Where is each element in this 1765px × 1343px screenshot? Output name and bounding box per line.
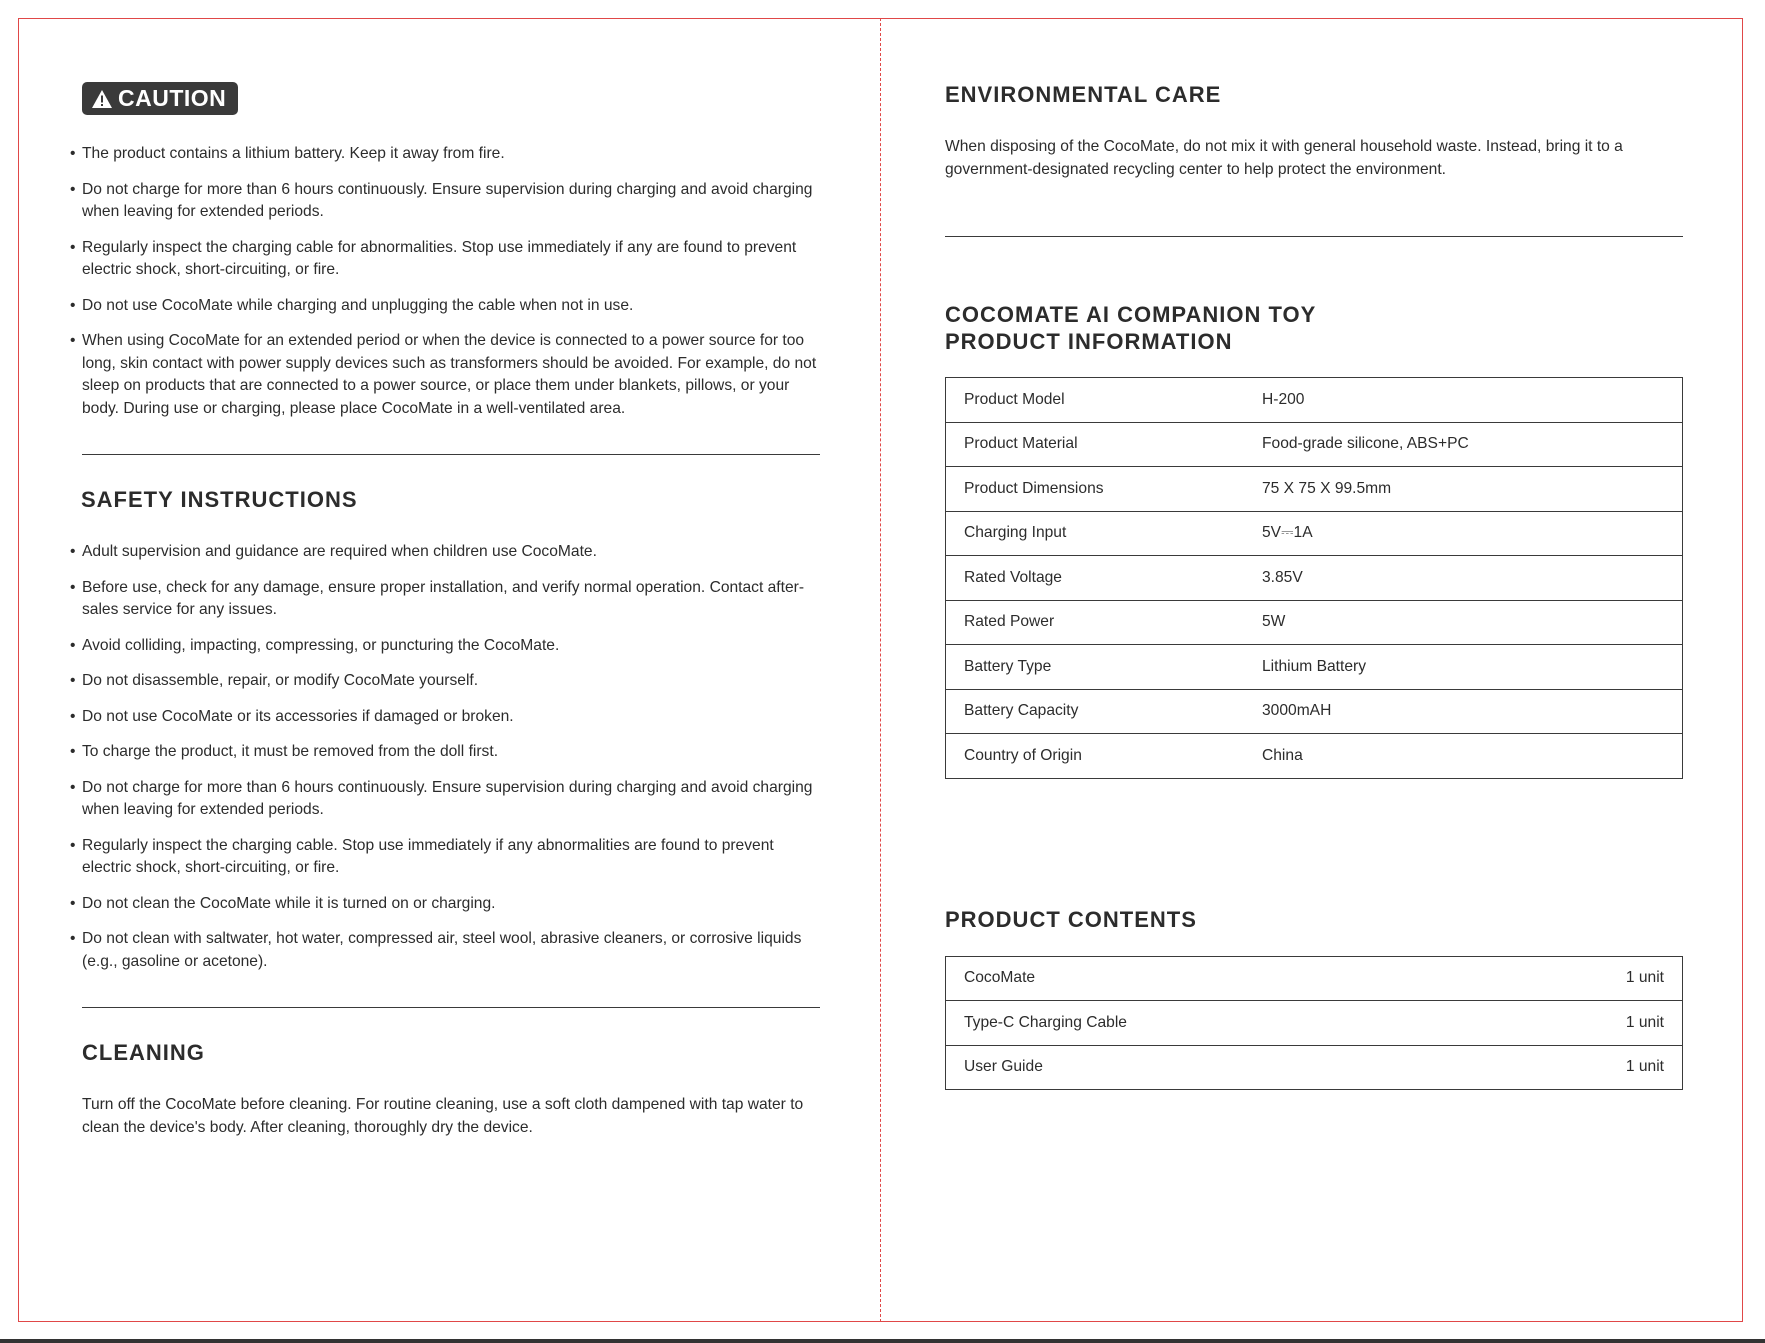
safety-title: SAFETY INSTRUCTIONS [81,487,358,512]
bullet-icon: • [70,145,76,162]
list-item-text: When using CocoMate for an extended period or when the device is connected to a power source for too long, skin contact with power supply devices such as transformers should be avoided. For example, do not sleep on products that are connected to a power source, or place them under blankets, pillows, or your body. During use or charging, please place CocoMate in a well-ventilated area. [82,332,817,417]
spec-value: Food-grade silicone, ABS+PC [1244,422,1683,467]
list-item-text: Do not clean with saltwater, hot water, compressed air, steel wool, abrasive cleaners, or corrosive liquids (e.g., gasoline or acetone). [82,930,802,970]
list-item [70,893,820,916]
list-item-text: The product contains a lithium battery. Keep it away from fire. [82,145,505,162]
bullet-icon: • [70,578,76,596]
product-contents-table [945,956,1683,1091]
content-quantity: 1 unit [1482,956,1683,1001]
caution-label: CAUTION [118,85,227,111]
table-row [946,511,1683,556]
content-item: User Guide [946,1045,1482,1090]
table-row [946,556,1683,601]
table-row [946,645,1683,690]
table-row [946,734,1683,779]
bullet-icon: • [70,894,76,912]
list-item [70,928,820,973]
table-row [946,689,1683,734]
list-item [70,143,820,166]
list-item [70,577,820,622]
table-row [946,956,1683,1001]
bottom-edge [0,1339,1765,1343]
cleaning-text: Turn off the CocoMate before cleaning. For routine cleaning, use a soft cloth dampened with tap water to clean the device's body. After cleaning, thoroughly dry the device. [82,1096,804,1136]
left-column [70,82,820,1139]
table-row [946,422,1683,467]
list-item-text: Do not clean the CocoMate while it is turned on or charging. [82,894,496,912]
content-item: CocoMate [946,956,1482,1001]
list-item-text: Do not charge for more than 6 hours continuously. Ensure supervision during charging and avoid charging when leaving for extended periods. [82,180,813,220]
spec-label: Charging Input [946,511,1245,556]
environmental-text: When disposing of the CocoMate, do not mix it with general household waste. Instead, bring it to a government-designated recycling center to help protect the environment. [945,138,1623,178]
bullet-icon: • [70,836,76,854]
content-quantity: 1 unit [1482,1001,1683,1046]
list-item-text: Adult supervision and guidance are required when children use CocoMate. [82,543,597,560]
product-info-table [945,377,1683,779]
content-item: Type-C Charging Cable [946,1001,1482,1046]
spec-label: Product Material [946,422,1245,467]
table-row [946,378,1683,423]
spec-label: Battery Type [946,645,1245,690]
list-item-text: Before use, check for any damage, ensure proper installation, and verify normal operation. Contact after-sales service for any issues. [82,578,805,618]
caution-list [70,143,820,420]
spec-value: 75 X 75 X 99.5mm [1244,467,1683,512]
product-info-title-line2: PRODUCT INFORMATION [945,329,1233,354]
divider [945,236,1683,237]
bullet-icon: • [70,743,76,760]
table-row [946,600,1683,645]
list-item [70,670,820,693]
divider [82,1007,820,1008]
divider [82,454,820,455]
list-item [70,777,820,822]
list-item-text: Do not use CocoMate or its accessories if damaged or broken. [82,707,514,725]
list-item [70,330,820,420]
list-item [70,706,820,729]
table-row [946,467,1683,512]
cleaning-title: CLEANING [82,1040,205,1065]
list-item-text: Do not disassemble, repair, or modify CocoMate yourself. [82,672,479,689]
list-item-text: Avoid colliding, impacting, compressing, or puncturing the CocoMate. [82,636,560,654]
fold-line [880,18,881,1322]
list-item [70,295,820,318]
spec-value: H-200 [1244,378,1683,423]
bullet-icon: • [70,332,76,349]
list-item [70,179,820,224]
list-item [70,237,820,282]
spec-value: 3.85V [1244,556,1683,601]
list-item-text: Regularly inspect the charging cable. Stop use immediately if any abnormalities are found to prevent electric shock, short-circuiting, or fire. [82,836,774,876]
spec-value: 5W [1244,600,1683,645]
bullet-icon: • [70,707,76,725]
list-item-text: To charge the product, it must be removed from the doll first. [82,743,499,760]
environmental-title: ENVIRONMENTAL CARE [945,82,1222,107]
bullet-icon: • [70,238,76,256]
spec-label: Product Model [946,378,1245,423]
product-info-title [945,301,1683,355]
contents-title: PRODUCT CONTENTS [945,906,1197,932]
bullet-icon: • [70,543,76,560]
bullet-icon: • [70,636,76,654]
spec-label: Rated Power [946,600,1245,645]
bullet-icon: • [70,930,76,947]
caution-badge [82,82,238,115]
spec-value: Lithium Battery [1244,645,1683,690]
list-item-text: Do not charge for more than 6 hours continuously. Ensure supervision during charging and avoid charging when leaving for extended periods. [82,778,813,818]
spec-value: 5V⎓1A [1244,511,1683,556]
list-item [70,835,820,880]
content-quantity: 1 unit [1482,1045,1683,1090]
spec-value: China [1244,734,1683,779]
list-item [70,541,820,564]
warning-triangle-icon [92,90,112,108]
table-row [946,1001,1683,1046]
bullet-icon: • [70,296,76,314]
list-item [70,635,820,658]
safety-list [70,541,820,973]
bullet-icon: • [70,180,76,198]
product-info-title-line1: COCOMATE AI COMPANION TOY [945,302,1317,327]
table-row [946,1045,1683,1090]
spec-label: Product Dimensions [946,467,1245,512]
spec-label: Country of Origin [946,734,1245,779]
list-item [70,741,820,764]
spec-value: 3000mAH [1244,689,1683,734]
spec-label: Battery Capacity [946,689,1245,734]
spec-label: Rated Voltage [946,556,1245,601]
list-item-text: Regularly inspect the charging cable for abnormalities. Stop use immediately if any are found to prevent electric shock, short-circuiting, or fire. [82,238,797,278]
right-column [945,82,1683,1090]
bullet-icon: • [70,778,76,796]
list-item-text: Do not use CocoMate while charging and unplugging the cable when not in use. [82,296,634,314]
bullet-icon: • [70,672,76,689]
